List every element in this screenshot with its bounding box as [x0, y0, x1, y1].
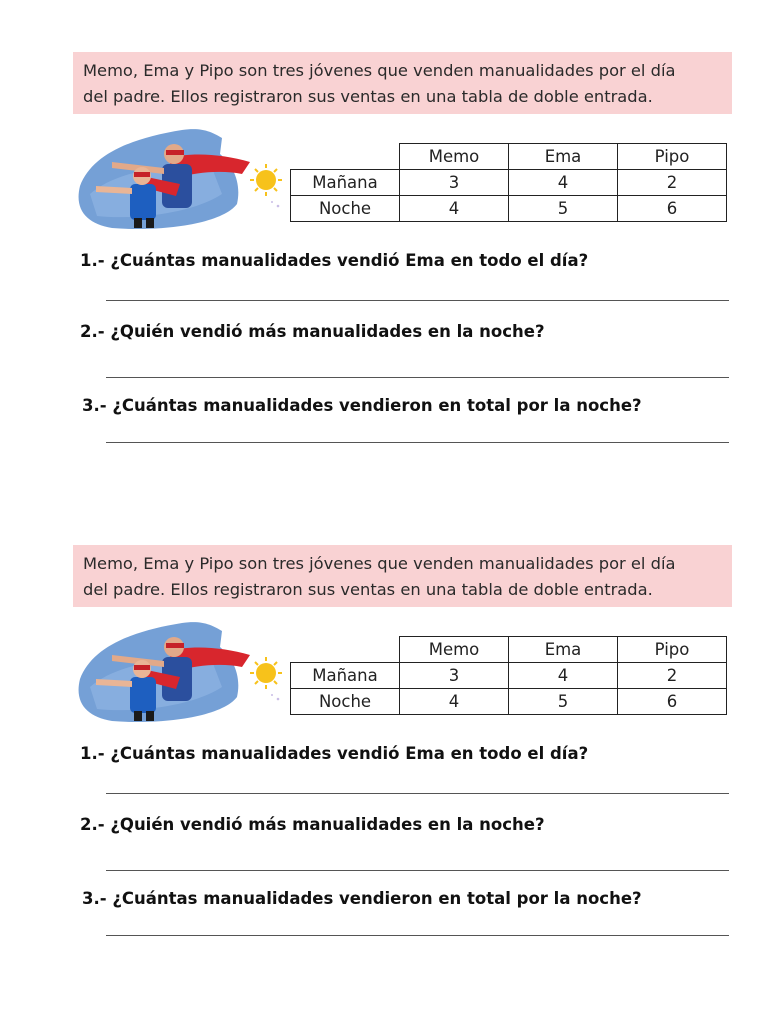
superhero-dad-and-son-illustration — [72, 124, 292, 236]
table-row — [291, 196, 727, 222]
table-corner — [291, 144, 400, 170]
answer-line-1[interactable] — [106, 793, 729, 794]
table-cell: 3 — [400, 663, 509, 689]
question-1: 1.- ¿Cuántas manualidades vendió Ema en todo el día? — [80, 251, 589, 270]
question-3: 3.- ¿Cuántas manualidades vendieron en total por la noche? — [82, 889, 642, 908]
table-row — [291, 663, 727, 689]
column-header-ema: Ema — [509, 144, 618, 170]
question-3: 3.- ¿Cuántas manualidades vendieron en total por la noche? — [82, 396, 642, 415]
sun-icon — [250, 657, 282, 689]
moon-icon — [256, 201, 279, 226]
table-cell: 6 — [618, 689, 727, 715]
worksheet-2 — [0, 493, 768, 963]
table-row — [291, 170, 727, 196]
answer-line-1[interactable] — [106, 300, 729, 301]
column-header-pipo: Pipo — [618, 144, 727, 170]
column-header-ema: Ema — [509, 637, 618, 663]
sales-table — [290, 636, 727, 715]
table-cell: 4 — [509, 170, 618, 196]
column-header-memo: Memo — [400, 637, 509, 663]
answer-line-3[interactable] — [106, 442, 729, 443]
table-cell: 5 — [509, 689, 618, 715]
row-header-manana: Mañana — [291, 170, 400, 196]
problem-statement — [73, 545, 732, 607]
table-cell: 3 — [400, 170, 509, 196]
column-header-memo: Memo — [400, 144, 509, 170]
worksheet-1 — [0, 0, 768, 470]
table-cell: 4 — [400, 196, 509, 222]
table-cell: 2 — [618, 170, 727, 196]
problem-statement-line-2: del padre. Ellos registraron sus ventas en una tabla de doble entrada. — [83, 580, 653, 599]
question-1: 1.- ¿Cuántas manualidades vendió Ema en todo el día? — [80, 744, 589, 763]
answer-line-2[interactable] — [106, 870, 729, 871]
row-header-noche: Noche — [291, 196, 400, 222]
superhero-dad-and-son-illustration — [72, 617, 292, 729]
answer-line-3[interactable] — [106, 935, 729, 936]
table-cell: 2 — [618, 663, 727, 689]
table-cell: 4 — [509, 663, 618, 689]
sales-table — [290, 143, 727, 222]
table-corner — [291, 637, 400, 663]
sun-icon — [250, 164, 282, 196]
problem-statement — [73, 52, 732, 114]
table-row — [291, 689, 727, 715]
table-cell: 4 — [400, 689, 509, 715]
row-header-noche: Noche — [291, 689, 400, 715]
question-2: 2.- ¿Quién vendió más manualidades en la noche? — [80, 322, 545, 341]
problem-statement-line-1: Memo, Ema y Pipo son tres jóvenes que venden manualidades por el día — [83, 554, 676, 573]
answer-line-2[interactable] — [106, 377, 729, 378]
row-header-manana: Mañana — [291, 663, 400, 689]
moon-icon — [256, 694, 279, 719]
question-2: 2.- ¿Quién vendió más manualidades en la noche? — [80, 815, 545, 834]
problem-statement-line-2: del padre. Ellos registraron sus ventas en una tabla de doble entrada. — [83, 87, 653, 106]
table-cell: 6 — [618, 196, 727, 222]
problem-statement-line-1: Memo, Ema y Pipo son tres jóvenes que venden manualidades por el día — [83, 61, 676, 80]
column-header-pipo: Pipo — [618, 637, 727, 663]
table-cell: 5 — [509, 196, 618, 222]
